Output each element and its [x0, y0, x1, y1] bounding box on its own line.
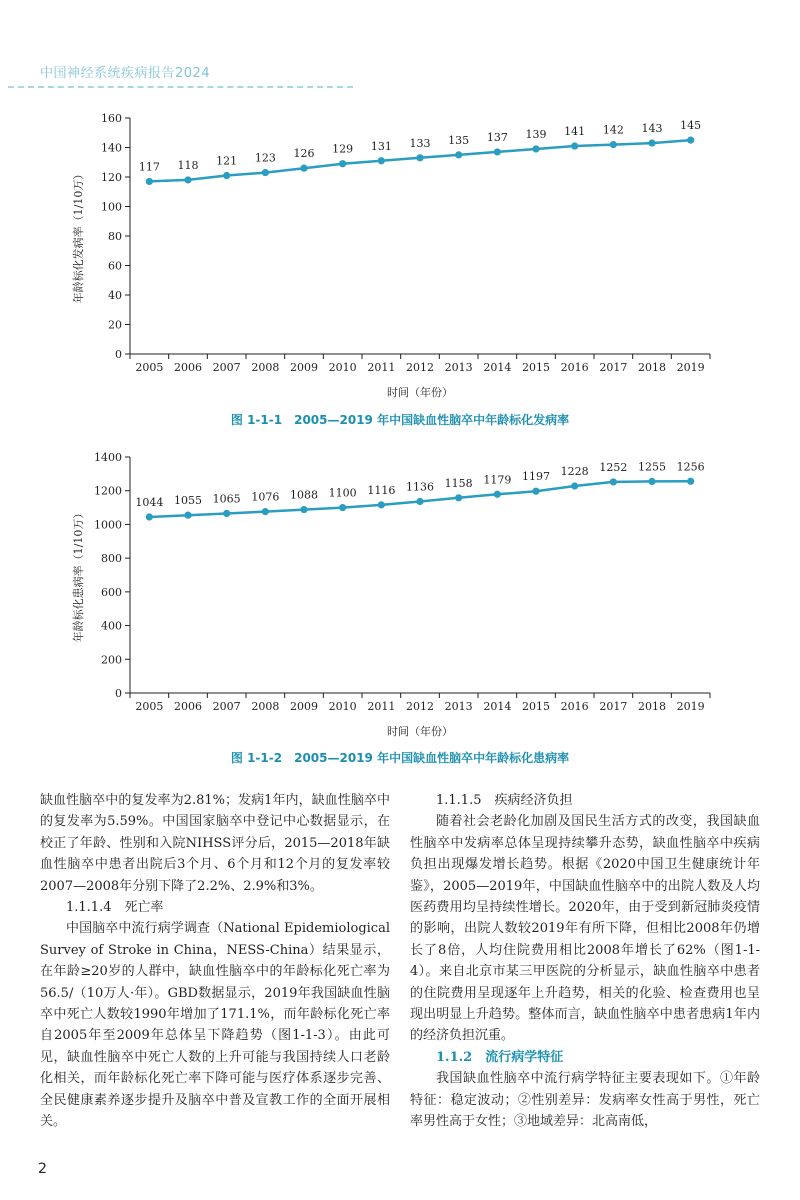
data-point	[648, 139, 655, 146]
data-point	[184, 512, 191, 519]
data-point	[339, 504, 346, 511]
data-point	[416, 498, 423, 505]
mortality-paragraph: 中国脑卒中流行病学调查（National Epidemiological Survey of Stroke in China，NESS-China）结果显示，在年龄≥20岁的人群中，缺血性脑卒中的年龄标化死亡率为56.5/（10万人·年）。GBD数据显示，2019年我国缺血性脑卒中死亡人数较1990年增加了171.1%，而年龄标化死亡率自2005年至2009年总体呈下降趋势（图1-1-3）。由此可见，缺血性脑卒中死亡人数的上升可能与我国持续人口老龄化相关，而年龄标化死亡率下降可能与医疗体系逐步完善、全民健康素养逐步提升及脑卒中普及宣教工作的全面开展相关。	[40, 921, 390, 1130]
y-tick-label: 160	[101, 112, 122, 125]
y-tick-label: 1200	[94, 484, 122, 498]
data-point	[494, 148, 501, 155]
data-point	[146, 178, 153, 185]
x-tick-label: 2017	[599, 361, 628, 374]
data-point	[300, 506, 307, 513]
x-axis-label: 时间（年份）	[387, 725, 453, 738]
data-label: 129	[332, 142, 354, 156]
data-point	[378, 501, 385, 508]
x-tick-label: 2011	[367, 361, 396, 374]
data-point	[532, 145, 539, 152]
figure-1-1-2-caption: 图 1-1-2 2005—2019 年中国缺血性脑卒中年龄标化患病率	[230, 751, 570, 765]
prevalence-chart	[0, 447, 800, 747]
data-point	[494, 491, 501, 498]
data-point	[687, 478, 694, 485]
x-tick-label: 2005	[135, 361, 164, 374]
y-tick-label: 400	[101, 619, 122, 633]
y-tick-label: 1400	[94, 451, 122, 464]
x-tick-label: 2007	[212, 700, 241, 713]
x-tick-label: 2016	[560, 361, 589, 374]
y-tick-label: 0	[115, 348, 122, 361]
data-label: 145	[680, 119, 702, 133]
incidence-chart	[0, 108, 800, 408]
y-tick-label: 600	[101, 585, 122, 599]
y-tick-label: 120	[101, 171, 122, 184]
epidemiology-paragraph: 我国缺血性脑卒中流行病学特征主要表现如下。①年龄特征：稳定波动；②性别差异：发病率女性高于男性，死亡率男性高于女性；③地域差异：北高南低，	[410, 1071, 760, 1130]
data-label: 1055	[174, 494, 202, 508]
page-number: 2	[38, 1161, 47, 1177]
data-point	[223, 172, 230, 179]
data-label: 133	[409, 136, 431, 150]
data-point	[571, 142, 578, 149]
figure-1-1-1-caption: 图 1-1-1 2005—2019 年中国缺血性脑卒中年龄标化发病率	[230, 413, 570, 427]
x-tick-label: 2010	[328, 700, 357, 713]
x-tick-label: 2013	[444, 361, 473, 374]
mortality-heading: 1.1.1.4 死亡率	[66, 900, 164, 916]
data-label: 121	[216, 154, 238, 168]
data-label: 123	[254, 151, 276, 165]
data-point	[687, 137, 694, 144]
x-tick-label: 2015	[522, 700, 550, 713]
economic-burden-heading: 1.1.1.5 疾病经济负担	[436, 793, 573, 808]
x-tick-label: 2011	[367, 700, 396, 713]
data-label: 137	[486, 130, 508, 144]
y-tick-label: 1000	[94, 518, 122, 532]
y-tick-label: 80	[108, 230, 122, 243]
data-point	[146, 513, 153, 520]
y-tick-label: 20	[108, 318, 122, 332]
data-point	[262, 508, 269, 515]
data-point	[300, 165, 307, 172]
y-axis-label: 年龄标化发病率（1/10万）	[72, 168, 85, 304]
x-tick-label: 2019	[676, 361, 705, 374]
data-label: 142	[602, 123, 624, 137]
data-label: 135	[448, 133, 470, 147]
x-tick-label: 2008	[251, 361, 280, 374]
data-label: 1100	[328, 486, 357, 500]
y-tick-label: 60	[108, 259, 122, 273]
data-label: 1255	[638, 460, 666, 474]
x-axis-label: 时间（年份）	[387, 386, 453, 399]
data-label: 143	[641, 122, 663, 136]
right-column	[410, 790, 760, 1133]
y-tick-label: 100	[101, 200, 122, 214]
data-label: 1158	[444, 476, 473, 490]
x-tick-label: 2006	[174, 700, 202, 713]
data-point	[648, 478, 655, 485]
x-tick-label: 2017	[599, 700, 628, 713]
data-point	[378, 157, 385, 164]
x-tick-label: 2015	[522, 361, 550, 374]
x-tick-label: 2018	[638, 361, 666, 374]
data-label: 117	[138, 160, 160, 174]
data-label: 1256	[676, 460, 705, 474]
data-label: 1116	[367, 483, 396, 497]
x-tick-label: 2010	[328, 361, 357, 374]
data-point	[610, 478, 617, 485]
data-point	[184, 176, 191, 183]
data-point	[610, 141, 617, 148]
header-rule	[8, 86, 353, 88]
data-label: 1252	[599, 460, 628, 474]
y-axis-label: 年龄标化患病率（1/10万）	[72, 507, 85, 643]
x-tick-label: 2018	[638, 700, 666, 713]
x-tick-label: 2008	[251, 700, 280, 713]
epidemiology-heading: 1.1.2 流行病学特征	[436, 1049, 564, 1065]
x-tick-label: 2013	[444, 700, 473, 713]
data-label: 141	[564, 125, 586, 139]
x-tick-label: 2012	[406, 361, 434, 374]
data-point	[339, 160, 346, 167]
data-label: 126	[293, 147, 315, 161]
x-tick-label: 2019	[676, 700, 705, 713]
data-label: 1076	[251, 490, 280, 504]
data-point	[223, 510, 230, 517]
data-label: 131	[370, 139, 392, 153]
data-label: 1228	[560, 464, 589, 478]
data-point	[455, 151, 462, 158]
data-point	[455, 494, 462, 501]
data-point	[416, 154, 423, 161]
data-label: 1065	[212, 492, 241, 506]
x-tick-label: 2005	[135, 700, 164, 713]
x-tick-label: 2007	[212, 361, 241, 374]
x-tick-label: 2014	[483, 700, 512, 713]
data-label: 1088	[290, 488, 318, 502]
data-point	[532, 488, 539, 495]
y-tick-label: 0	[115, 687, 122, 700]
data-label: 1179	[483, 473, 512, 487]
x-tick-label: 2006	[174, 361, 202, 374]
x-tick-label: 2012	[406, 700, 434, 713]
left-column	[40, 790, 390, 1133]
running-header: 中国神经系统疾病报告2024	[40, 66, 211, 81]
y-tick-label: 40	[108, 289, 122, 302]
data-point	[262, 169, 269, 176]
y-tick-label: 200	[101, 653, 122, 667]
data-label: 1136	[406, 480, 434, 494]
x-tick-label: 2009	[290, 361, 318, 374]
data-label: 118	[177, 158, 199, 172]
data-point	[571, 482, 578, 489]
data-label: 139	[525, 127, 547, 141]
y-tick-label: 800	[101, 552, 122, 566]
data-label: 1197	[522, 470, 550, 484]
x-tick-label: 2016	[560, 700, 589, 713]
x-tick-label: 2009	[290, 700, 318, 713]
economic-burden-paragraph: 随着社会老龄化加剧及国民生活方式的改变，我国缺血性脑卒中发病率总体呈现持续攀升态势，缺血性脑卒中疾病负担出现爆发增长趋势。根据《2020中国卫生健康统计年鉴》，2005—2019年，中国缺血性脑卒中的出院人数及人均医药费用均呈持续性增长。2020年，由于受到新冠肺炎疫情的影响，出院人数较2019年有所下降，但相比2008年仍增长了8倍，人均住院费用相比2008年增长了62%（图1-1-4）。来自北京市某三甲医院的分析显示，缺血性脑卒中患者的住院费用呈现逐年上升趋势，相关的化验、检查费用也呈现出明显上升趋势。整体而言，缺血性脑卒中患者患病1年内的经济负担沉重。	[410, 814, 760, 1044]
x-tick-label: 2014	[483, 361, 512, 374]
data-label: 1044	[135, 496, 164, 510]
recurrence-paragraph: 缺血性脑卒中的复发率为2.81%；发病1年内，缺血性脑卒中的复发率为5.59%。中国国家脑卒中登记中心数据显示，在校正了年龄、性别和入院NIHSS评分后，2015—2018年缺血性脑卒中患者出院后3个月、6个月和12个月的复发率较2007—2008年分别下降了2.2%、2.9%和3%。	[40, 793, 390, 894]
y-tick-label: 140	[101, 141, 122, 155]
